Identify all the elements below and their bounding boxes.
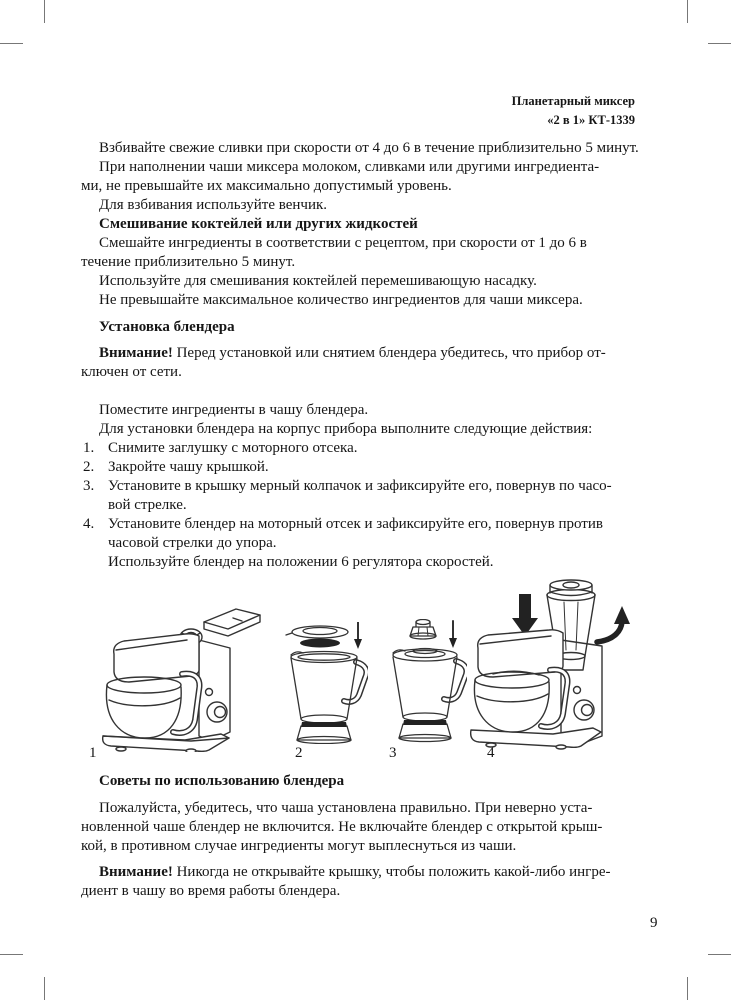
step-number: 2. <box>83 459 95 475</box>
paragraph-mix-2: течение приблизительно 5 минут. <box>81 254 296 270</box>
body-text <box>81 139 643 901</box>
step-text-cont: часовой стрелки до упора. <box>108 535 277 551</box>
step-number: 3. <box>83 478 95 494</box>
step-text: Установите блендер на моторный отсек и зафиксируйте его, повернув против <box>108 516 603 532</box>
figure-jar-with-lid <box>284 622 368 744</box>
step-number: 4. <box>83 516 95 532</box>
figure-label-2: 2 <box>295 745 303 761</box>
paragraph-whisk: Для взбивания используйте венчик. <box>99 197 328 213</box>
heading-cocktails: Смешивание коктейлей или других жидкостей <box>99 216 418 232</box>
figure-label-4: 4 <box>487 745 495 761</box>
page-number: 9 <box>650 915 658 931</box>
attention-label: Внимание! <box>99 345 173 361</box>
crop-mark <box>44 977 45 1000</box>
step-text: Закройте чашу крышкой. <box>108 459 269 475</box>
paragraph-bowl-fill-2: ми, не превышайте их максимально допустимый уровень. <box>81 178 452 194</box>
figure-label-3: 3 <box>389 745 397 761</box>
paragraph-place-ingredients: Поместите ингредиенты в чашу блендера. <box>99 402 369 418</box>
step-item-3 <box>81 477 643 515</box>
warning-lid-1: Внимание! Никогда не открывайте крышку, чтобы положить какой-либо ингре- <box>99 864 611 880</box>
attention-label: Внимание! <box>99 864 173 880</box>
step-text: Снимите заглушку с моторного отсека. <box>108 440 358 456</box>
warning-install-2: ключен от сети. <box>81 364 182 380</box>
crop-mark <box>687 0 688 23</box>
paragraph-steps-intro: Для установки блендера на корпус прибора выполните следующие действия: <box>99 421 593 437</box>
crop-mark <box>0 954 23 955</box>
figure-blender-mounted <box>453 578 653 754</box>
step-number: 1. <box>83 440 95 456</box>
crop-mark <box>0 43 23 44</box>
crop-mark <box>708 954 731 955</box>
crop-mark <box>44 0 45 23</box>
warning-lid-2: диент в чашу во время работы блендера. <box>81 883 341 899</box>
step-text-cont: вой стрелке. <box>108 497 187 513</box>
tips-line-3: кой, в противном случае ингредиенты могут выплеснуться из чаши. <box>81 838 517 854</box>
paragraph-bowl-fill-1: При наполнении чаши миксера молоком, сливками или другими ингредиента- <box>99 159 600 175</box>
step-item-1 <box>81 439 643 458</box>
warning-install-1: Внимание! Перед установкой или снятием блендера убедитесь, что прибор от- <box>99 345 606 361</box>
figure-label-1: 1 <box>89 745 97 761</box>
header-line-2: «2 в 1» КТ-1339 <box>547 113 635 127</box>
paragraph-attachment: Используйте для смешивания коктейлей перемешивающую насадку. <box>99 273 537 289</box>
heading-install-blender: Установка блендера <box>99 319 235 335</box>
figures-row <box>81 572 643 764</box>
header-line-1: Планетарный миксер <box>511 94 635 108</box>
paragraph-mix-1: Смешайте ингредиенты в соответствии с рецептом, при скорости от 1 до 6 в <box>99 235 587 251</box>
running-header <box>512 93 635 131</box>
paragraph-max-ingredients: Не превышайте максимальное количество ингредиентов для чаши миксера. <box>99 292 583 308</box>
crop-mark <box>687 977 688 1000</box>
heading-blender-tips: Советы по использованию блендера <box>99 773 345 789</box>
step-item-4 <box>81 515 643 553</box>
step-item-2 <box>81 458 643 477</box>
tips-line-1: Пожалуйста, убедитесь, что чаша установлена правильно. При неверно уста- <box>99 800 593 816</box>
paragraph-speed-6: Используйте блендер на положении 6 регулятора скоростей. <box>108 554 494 570</box>
crop-mark <box>708 43 731 44</box>
tips-line-2: новленной чаше блендер не включится. Не включайте блендер с открытой крыш- <box>81 819 603 835</box>
step-text: Установите в крышку мерный колпачок и зафиксируйте его, повернув по часо- <box>108 478 612 494</box>
figure-mixer-cover-removal <box>87 588 267 752</box>
paragraph-whip-cream: Взбивайте свежие сливки при скорости от 4 до 6 в течение приблизительно 5 минут. <box>99 140 639 156</box>
